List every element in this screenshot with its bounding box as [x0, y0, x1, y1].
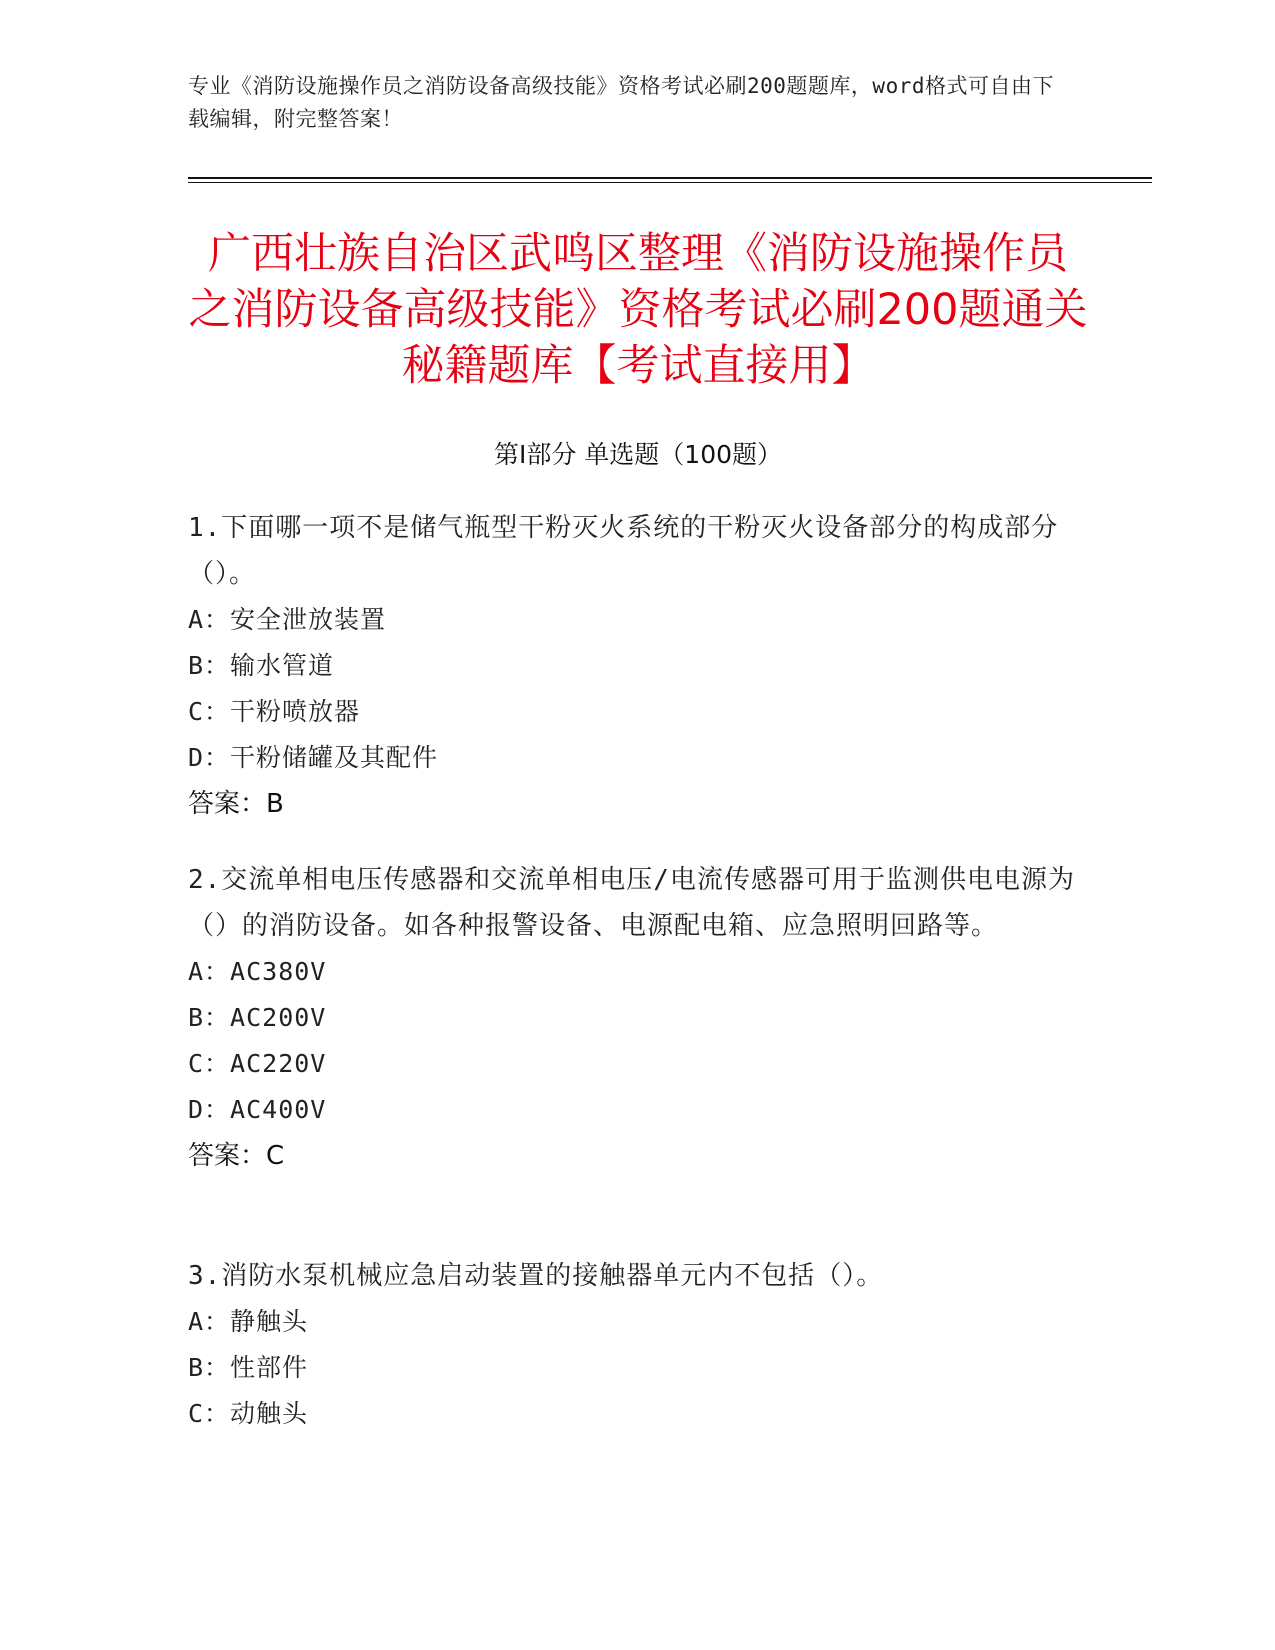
- option-c: C：动触头: [188, 1399, 309, 1428]
- section-heading: 第Ⅰ部分 单选题（100题）: [493, 440, 783, 469]
- option-b: B：AC200V: [188, 1003, 327, 1032]
- header-divider-thick: [188, 177, 1152, 179]
- option-d: D：干粉储罐及其配件: [188, 743, 439, 772]
- option-b: B：性部件: [188, 1353, 309, 1382]
- question-stem: 2.交流单相电压传感器和交流单相电压/电流传感器可用于监测供电电源为（）的消防设备。如各种报警设备、电源配电箱、应急照明回路等。: [188, 865, 1075, 941]
- document-title: 广西壮族自治区武鸣区整理《消防设施操作员之消防设备高级技能》资格考试必刷200题通关秘籍题库【考试直接用】: [188, 229, 1088, 391]
- header-divider-thin: [188, 182, 1152, 183]
- answer: 答案：B: [188, 789, 284, 819]
- question-stem: 3.消防水泵机械应急启动装置的接触器单元内不包括（）。: [188, 1261, 884, 1291]
- option-d: D：AC400V: [188, 1095, 327, 1124]
- option-c: C：AC220V: [188, 1049, 327, 1078]
- option-a: A：安全泄放装置: [188, 605, 387, 634]
- header-note: 专业《消防设施操作员之消防设备高级技能》资格考试必刷200题题库，word格式可自由下载编辑，附完整答案！: [188, 74, 1054, 131]
- option-a: A：静触头: [188, 1307, 309, 1336]
- question-stem: 1.下面哪一项不是储气瓶型干粉灭火系统的干粉灭火设备部分的构成部分（）。: [188, 513, 1059, 589]
- question-2: [188, 857, 1088, 1179]
- question-1: [188, 505, 1088, 827]
- option-b: B：输水管道: [188, 651, 335, 680]
- answer: 答案：C: [188, 1141, 285, 1171]
- option-a: A：AC380V: [188, 957, 327, 986]
- question-3: [188, 1253, 1088, 1437]
- option-c: C：干粉喷放器: [188, 697, 361, 726]
